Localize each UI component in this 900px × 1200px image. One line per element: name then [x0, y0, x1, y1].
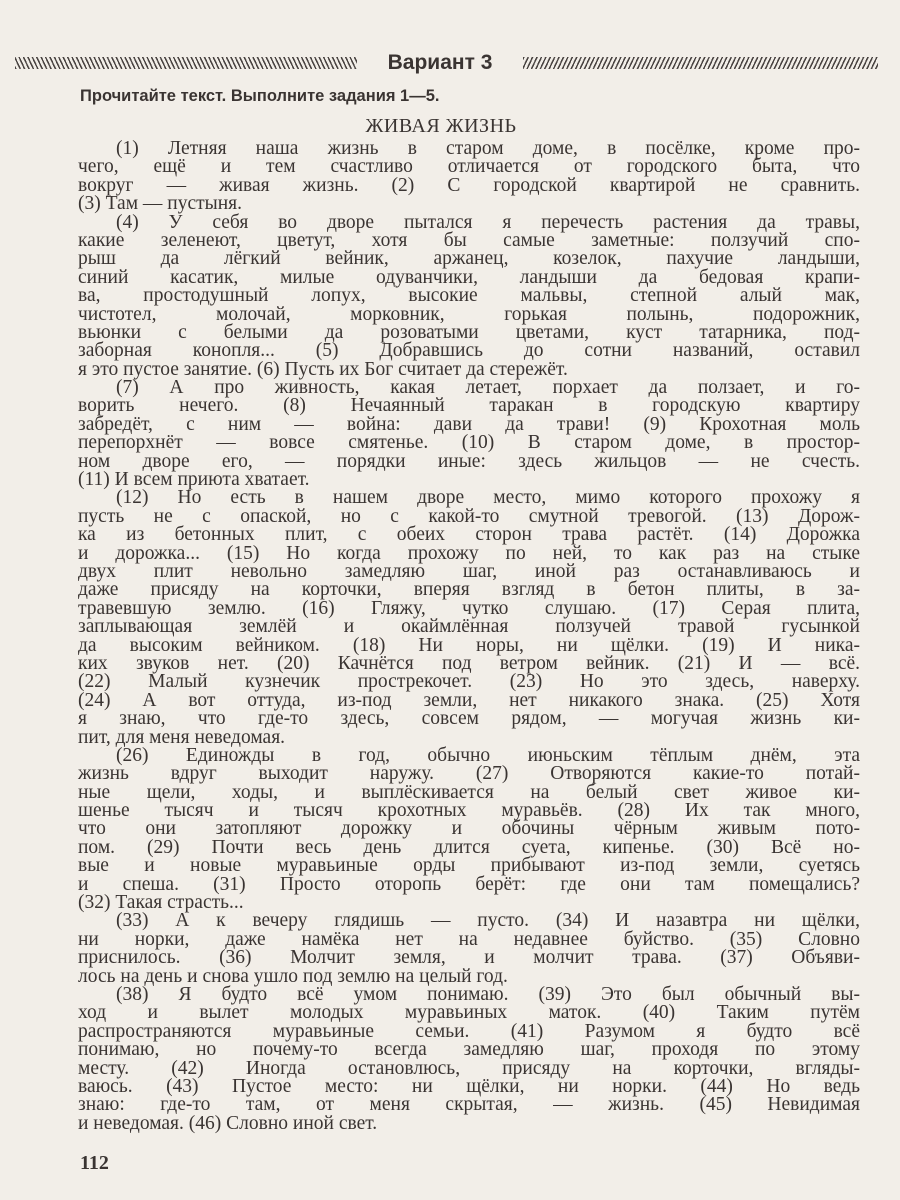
text-line: и дорожка... (15) Но когда прохожу по ней, то как раз на стыке	[78, 542, 860, 564]
text-line: (1) Летняя наша жизнь в старом доме, в посёлке, кроме про-	[116, 138, 860, 159]
header-hatch-right	[523, 57, 878, 69]
paragraph	[78, 140, 860, 214]
text-line: лось на день и снова ушло под землю на целый год.	[78, 965, 508, 987]
text-line: (11) И всем приюта хватает.	[78, 469, 310, 491]
text-line: пит, для меня неведомая.	[78, 726, 286, 748]
text-line: (3) Там — пустыня.	[78, 193, 243, 215]
text-line: я знаю, что где-то здесь, совсем рядом, — могучая жизнь ки-	[78, 708, 860, 730]
text-line: (33) А к вечеру глядишь — пусто. (34) И назавтра ни щёлки,	[116, 910, 860, 932]
text-line: понимаю, но почему-то всегда замедляю шаг, проходя по этому	[78, 1039, 860, 1061]
text-line: ход и вылет молодых муравьиных маток. (40) Таким путём	[78, 1002, 860, 1024]
text-line: вьюнки с белыми да розоватыми цветами, куст татарника, под-	[78, 321, 860, 343]
text-line: (26) Единожды в год, обычно июньским тёплым днём, эта	[116, 744, 860, 766]
text-line: ва, простодушный лопух, высокие мальвы, степной алый мак,	[78, 285, 860, 307]
text-line: приснилось. (36) Молчит земля, и молчит трава. (37) Объяви-	[78, 947, 860, 969]
text-line: чистотел, молочай, морковник, горькая полынь, подорожник,	[78, 303, 860, 325]
paragraph	[78, 983, 860, 1134]
text-line: да высоким вейником. (18) Ни норы, ни щёлки. (19) И ника-	[78, 634, 860, 656]
text-line: травевшую землю. (16) Гляжу, чутко слушаю. (17) Серая плита,	[78, 597, 860, 619]
text-line: ном дворе его, — порядки иные: здесь жильцов — не счесть.	[78, 450, 860, 472]
text-line: (32) Такая страсть...	[78, 892, 244, 914]
variant-heading: Вариант 3	[387, 51, 493, 74]
text-line: я это пустое занятие. (6) Пусть их Бог считает да стережёт.	[78, 358, 568, 380]
text-line: вокруг — живая жизнь. (2) С городской квартирой не сравнить.	[78, 174, 860, 196]
text-line: распространяются муравьиные семьи. (41) Разумом я будто всё	[78, 1020, 860, 1042]
text-line: заплывающая землёй и окаймлённая ползучей травой гусынкой	[78, 616, 860, 638]
text-line: ные щели, ходы, и выплёскивается на белый свет живое ки-	[78, 781, 860, 803]
text-line: ких звуков нет. (20) Качнётся под ветром вейник. (21) И — всё.	[78, 652, 860, 674]
text-body	[78, 140, 860, 1133]
paragraph	[78, 379, 860, 489]
text-line: (38) Я будто всё умом понимаю. (39) Это был обычный вы-	[116, 983, 860, 1005]
text-line: синий касатик, милые одуванчики, ландыши да бедовая крапи-	[78, 266, 860, 288]
text-line: (12) Но есть в нашем дворе место, мимо которого прохожу я	[116, 487, 860, 509]
text-line: шенье тысяч и тысяч крохотных муравьёв. (28) Их так много,	[78, 800, 860, 822]
text-line: чего, ещё и тем счастливо отличается от городского быта, что	[78, 156, 860, 178]
text-line: (4) У себя во дворе пытался я перечесть растения да травы,	[116, 211, 860, 233]
text-line: и спеша. (31) Просто оторопь берёт: где они там помещались?	[78, 873, 860, 895]
text-title: ЖИВАЯ ЖИЗНЬ	[365, 115, 517, 137]
paragraph	[78, 211, 860, 380]
text-line: даже присяду на корточки, вперяя взгляд в бетон плиты, в за-	[78, 579, 860, 601]
instruction: Прочитайте текст. Выполните задания 1—5.	[80, 87, 440, 105]
text-line: перепорхнёт — вовсе смятенье. (10) В старом доме, в простор-	[78, 432, 860, 454]
text-line: какие зеленеют, цветут, хотя бы самые заметные: ползучий спо-	[78, 229, 860, 251]
text-line: пом. (29) Почти весь день длится суета, кипенье. (30) Всё но-	[78, 836, 860, 858]
text-line: заборная конопля... (5) Добравшись до сотни названий, оставил	[78, 340, 860, 362]
paragraph	[78, 744, 860, 914]
text-line: ворить нечего. (8) Нечаянный таракан в городскую квартиру	[78, 395, 860, 417]
text-line: рыш да лёгкий вейник, аржанец, козелок, пахучие ландыши,	[78, 248, 860, 270]
text-line: пусть не с опаской, но с какой-то смутной тревогой. (13) Дорож-	[78, 505, 860, 527]
text-line: вые и новые муравьиные орды прибывают из-под земли, суетясь	[78, 855, 860, 877]
text-line: и неведомая. (46) Словно иной свет.	[78, 1112, 378, 1134]
text-line: (24) А вот оттуда, из-под земли, нет никакого знака. (25) Хотя	[78, 689, 860, 711]
text-line: жизнь вдруг выходит наружу. (27) Отворяются какие-то потай-	[78, 763, 860, 785]
text-line: ваюсь. (43) Пустое место: ни щёлки, ни норки. (44) Но ведь	[78, 1075, 860, 1097]
text-line: двух плит невольно замедляю шаг, иной раз останавливаюсь и	[78, 560, 860, 582]
paragraph	[78, 489, 860, 746]
text-line: (22) Малый кузнечик прострекочет. (23) Но это здесь, наверху.	[78, 671, 860, 693]
text-line: (7) А про живность, какая летает, порхает да ползает, и го-	[116, 377, 860, 399]
text-line: что они затопляют дорожку и обочины чёрным живым пото-	[78, 818, 860, 840]
paragraph	[78, 912, 860, 986]
header-hatch-left	[15, 57, 357, 69]
text-line: месту. (42) Иногда остановлюсь, присяду на корточки, вгляды-	[78, 1057, 860, 1079]
text-line: знаю: где-то там, от меня скрытая, — жизнь. (45) Невидимая	[78, 1094, 860, 1116]
text-line: забредёт, с ним — война: дави да трави! (9) Крохотная моль	[78, 413, 860, 435]
text-line: ни норки, даже намёка нет на недавнее буйство. (35) Словно	[78, 928, 860, 950]
text-line: ка из бетонных плит, с обеих сторон трава растёт. (14) Дорожка	[78, 524, 860, 546]
page-number: 112	[80, 1152, 109, 1174]
